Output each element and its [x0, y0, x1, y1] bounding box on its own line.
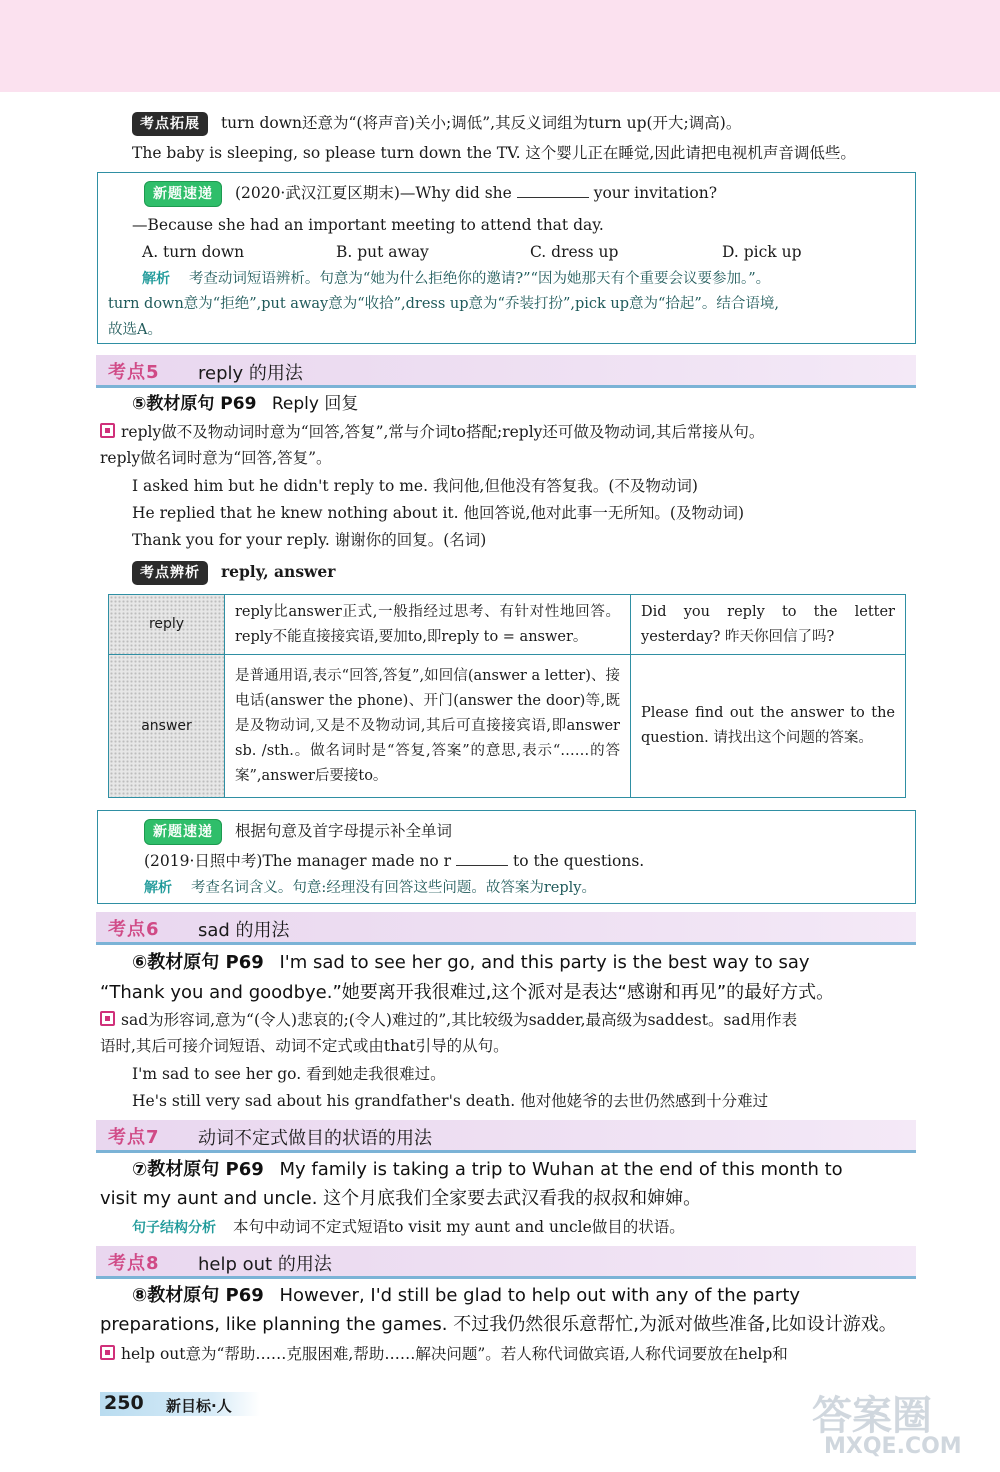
kd8-para-1-text: help out意为“帮助……克服困难,帮助……解决问题”。若人称代词做宾语,人称代词要放在help和 — [121, 1345, 788, 1363]
top-color-band — [0, 0, 1000, 92]
comparison-table — [108, 594, 906, 798]
kd5-example-2: He replied that he knew nothing about it. 他回答说,他对此事一无所知。(及物动词) — [132, 504, 745, 522]
quiz1-answer-line: —Because she had an important meeting to attend that day. — [132, 216, 604, 234]
kd5-para-1 — [100, 422, 764, 442]
table-example-cell: Did you reply to the letter yesterday? 昨天你回信了吗? — [631, 595, 906, 655]
kd6-heading — [96, 912, 916, 945]
page-footer — [100, 1392, 260, 1416]
kd5-example-1: I asked him but he didn't reply to me. 我问他,但他没有答复我。(不及物动词) — [132, 477, 698, 495]
kd6-source-line-1 — [132, 951, 810, 975]
kd7-analysis-label: 句子结构分析 — [132, 1220, 216, 1236]
kd8-source-text-1: However, I'd still be glad to help out with any of the party — [279, 1285, 801, 1306]
expand-line-1 — [132, 112, 741, 136]
kd8-source-line-2: preparations, like planning the games. 不过我仍然很乐意帮忙,为派对做些准备,比如设计游戏。 — [100, 1314, 897, 1335]
page-number: 250 — [104, 1392, 144, 1414]
expand-text-1: turn down还意为“(将声音)关小;调低”,其反义词组为turn up(开大;调高)。 — [220, 114, 742, 132]
quiz1-option-a[interactable]: A. turn down — [142, 243, 245, 261]
quiz2-jiexi-line — [144, 877, 596, 898]
bullet-icon — [100, 1345, 115, 1360]
kd6-para-1 — [100, 1010, 797, 1030]
kd6-example-2: He's still very sad about his grandfather's death. 他对他姥爷的去世仍然感到十分难过 — [132, 1092, 769, 1110]
kd7-title: 动词不定式做目的状语的用法 — [198, 1128, 432, 1149]
kd7-analysis — [132, 1217, 685, 1238]
quiz1-q-pre: (2020·武汉江夏区期末)—Why did she — [234, 184, 512, 202]
quiz1-blank[interactable] — [517, 197, 589, 198]
kd7-number: 考点7 — [108, 1127, 160, 1148]
expand-tag: 考点拓展 — [132, 112, 208, 136]
kd6-title: sad 的用法 — [198, 920, 290, 941]
quiz1-q-post: your invitation? — [593, 184, 718, 202]
kd5-number: 考点5 — [108, 362, 160, 383]
kd8-source-line-1 — [132, 1284, 800, 1308]
kd5-source-text: Reply 回复 — [271, 394, 359, 414]
quiz1-jiexi-line-3: 故选A。 — [108, 322, 162, 338]
watermark-logo: 答案圈 — [812, 1393, 932, 1439]
quiz2-box — [97, 810, 916, 904]
kd7-source-label: ⑦教材原句 P69 — [132, 1159, 264, 1180]
footer-label: 新目标·人 — [166, 1397, 232, 1415]
quiz1-box — [97, 172, 916, 344]
kd6-source-line-2: “Thank you and goodbye.”她要离开我很难过,这个派对是表达“感谢和再见”的最好方式。 — [100, 982, 835, 1003]
kd6-para-1-text: sad为形容词,意为“(令人)悲哀的;(令人)难过的”,其比较级为sadder,最高级为saddest。sad用作表 — [121, 1011, 798, 1029]
quiz1-jiexi-line-1 — [142, 268, 770, 289]
kd5-source — [132, 393, 358, 415]
kd8-number: 考点8 — [108, 1253, 160, 1274]
quiz1-tag: 新题速递 — [144, 181, 222, 207]
quiz2-instruction-line — [144, 819, 452, 845]
kd7-source-line-1 — [132, 1158, 843, 1182]
quiz1-option-c[interactable]: C. dress up — [530, 243, 619, 261]
analysis-title: reply, answer — [220, 562, 336, 581]
kd7-analysis-text: 本句中动词不定式短语to visit my aunt and uncle做目的状语。 — [232, 1218, 685, 1236]
kd8-title: help out 的用法 — [198, 1254, 332, 1275]
table-example-cell: Please find out the answer to the question. 请找出这个问题的答案。 — [631, 655, 906, 798]
table-desc-cell: 是普通用语,表示“回答,答复”,如回信(answer a letter)、接电话(answer the phone)、开门(answer the door)等,既是及物动词,又是不及物动词,其后可直接接宾语,即answer sb. /sth.。做名词时是“答复,答案”的意思,表示“……的答案”,answer后要接to。 — [225, 655, 631, 798]
kd6-para-2: 语时,其后可接介词短语、动词不定式或由that引导的从句。 — [100, 1037, 509, 1055]
kd8-source-label: ⑧教材原句 P69 — [132, 1285, 264, 1306]
kd6-example-1: I'm sad to see her go. 看到她走我很难过。 — [132, 1065, 446, 1083]
quiz1-option-d[interactable]: D. pick up — [722, 243, 802, 261]
quiz1-question — [144, 181, 717, 207]
quiz1-jiexi-line-2: turn down意为“拒绝”,put away意为“收拾”,dress up意为“乔装打扮”,pick up意为“拾起”。结合语境, — [108, 296, 779, 312]
kd5-title: reply 的用法 — [198, 363, 303, 384]
kd7-heading — [96, 1120, 916, 1153]
kd5-heading — [96, 355, 916, 388]
kd7-source-line-2: visit my aunt and uncle. 这个月底我们全家要去武汉看我的叔叔和婶婶。 — [100, 1188, 702, 1209]
quiz2-jiexi-text: 考查名词含义。句意:经理没有回答这些问题。故答案为reply。 — [190, 880, 596, 896]
kd5-example-3: Thank you for your reply. 谢谢你的回复。(名词) — [132, 531, 487, 549]
quiz1-option-b[interactable]: B. put away — [336, 243, 429, 261]
table-word-cell: answer — [109, 655, 225, 798]
kd8-heading — [96, 1246, 916, 1279]
quiz2-blank[interactable] — [456, 865, 508, 866]
quiz1-jiexi-label: 解析 — [142, 271, 170, 287]
kd5-para-1-text: reply做不及物动词时意为“回答,答复”,常与介词to搭配;reply还可做及物动词,其后常接从句。 — [121, 423, 765, 441]
table-row — [109, 655, 906, 798]
kd6-number: 考点6 — [108, 919, 160, 940]
table-row — [109, 595, 906, 655]
quiz2-jiexi-label: 解析 — [144, 880, 172, 896]
kd5-para-2: reply做名词时意为“回答,答复”。 — [100, 449, 332, 467]
kd6-source-text-1: I'm sad to see her go, and this party is the best way to say — [279, 952, 810, 973]
quiz2-tag: 新题速递 — [144, 819, 222, 845]
kd6-source-label: ⑥教材原句 P69 — [132, 952, 264, 973]
bullet-icon — [100, 423, 115, 438]
analysis-heading — [132, 561, 335, 585]
kd5-source-label: ⑤教材原句 P69 — [132, 394, 257, 414]
kd8-para-1 — [100, 1344, 788, 1364]
quiz1-jiexi-text-1: 考查动词短语辨析。句意为“她为什么拒绝你的邀请?”“因为她那天有个重要会议要参加。”。 — [188, 271, 771, 287]
expand-line-2: The baby is sleeping, so please turn down the TV. 这个婴儿正在睡觉,因此请把电视机声音调低些。 — [132, 144, 856, 162]
table-desc-cell: reply比answer正式,一般指经过思考、有针对性地回答。reply不能直接接宾语,要加to,即reply to = answer。 — [225, 595, 631, 655]
bullet-icon — [100, 1011, 115, 1026]
quiz2-q-post: to the questions. — [512, 852, 645, 870]
kd7-source-text-1: My family is taking a trip to Wuhan at the end of this month to — [279, 1159, 843, 1180]
quiz2-q-pre: (2019·日照中考)The manager made no r — [144, 852, 452, 870]
analysis-tag: 考点辨析 — [132, 561, 208, 585]
quiz2-question — [144, 851, 644, 871]
quiz2-instruction: 根据句意及首字母提示补全单词 — [234, 822, 452, 840]
table-word-cell: reply — [109, 595, 225, 655]
watermark-url: MXQE.COM — [824, 1434, 962, 1459]
